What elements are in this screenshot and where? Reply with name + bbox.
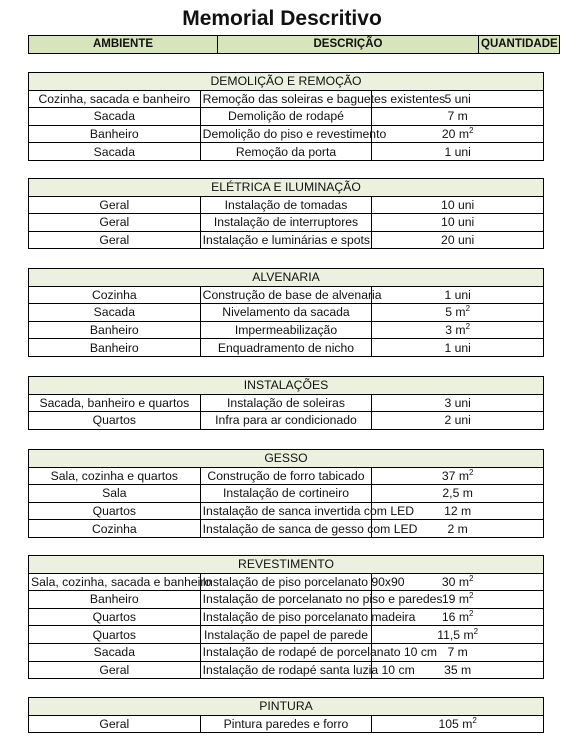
descricao-cell: Instalação de papel de parede <box>200 626 372 644</box>
ambiente-cell: Geral <box>29 661 201 679</box>
document-title: Memorial Descritivo <box>182 7 382 30</box>
quantidade-cell <box>372 108 544 126</box>
descricao-cell: Instalação de rodapé de porcelanato 10 cm <box>200 643 372 661</box>
descricao-cell: Instalação de piso porcelanato madeira <box>200 608 372 626</box>
descricao-cell: Demolição de rodapé <box>200 108 372 126</box>
ambiente-cell: Cozinha <box>29 520 201 538</box>
quantidade-value: 2 uni <box>444 413 471 428</box>
descricao-cell: Demolição do piso e revestimento <box>200 125 372 143</box>
table-row <box>29 231 544 249</box>
descricao-cell: Instalação de cortineiro <box>200 485 372 503</box>
descricao-cell: Impermeabilização <box>200 321 372 339</box>
section-title: INSTALAÇÕES <box>29 377 544 395</box>
section-title: ALVENARIA <box>29 269 544 287</box>
quantidade-cell <box>372 485 544 503</box>
ambiente-cell: Sala, cozinha e quartos <box>29 467 201 485</box>
descricao-cell: Remoção da porta <box>200 143 372 161</box>
header-quantidade: QUANTIDADE <box>479 36 560 54</box>
table-row <box>29 214 544 232</box>
ambiente-cell: Banheiro <box>29 125 201 143</box>
descricao-cell: Instalação de soleiras <box>200 394 372 412</box>
section-header-row <box>29 73 544 91</box>
descricao-cell: Enquadramento de nicho <box>200 339 372 357</box>
descricao-cell: Instalação de porcelanato no piso e paredes <box>200 591 372 609</box>
ambiente-cell: Sacada, banheiro e quartos <box>29 394 201 412</box>
descricao-cell: Nivelamento da sacada <box>200 304 372 322</box>
table-row <box>29 715 544 733</box>
ambiente-cell: Cozinha, sacada e banheiro <box>29 90 201 108</box>
descricao-cell: Infra para ar condicionado <box>200 412 372 430</box>
ambiente-cell: Banheiro <box>29 591 201 609</box>
quantidade-value: 3 uni <box>444 395 471 410</box>
section-table <box>28 72 544 161</box>
section-table <box>28 449 544 538</box>
section-header-row <box>29 698 544 716</box>
ambiente-cell: Quartos <box>29 626 201 644</box>
quantidade-value: 16 m <box>441 610 469 625</box>
quantidade-cell <box>372 339 544 357</box>
descricao-cell: Instalação e luminárias e spots <box>200 231 372 249</box>
ambiente-cell: Sacada <box>29 643 201 661</box>
descricao-cell: Construção de forro tabicado <box>200 467 372 485</box>
table-row <box>29 304 544 322</box>
table-row <box>29 412 544 430</box>
table-row <box>29 196 544 214</box>
descricao-cell: Instalação de piso porcelanato 90x90 <box>200 573 372 591</box>
quantidade-value: 20 uni <box>441 233 475 248</box>
quantidade-value: 5 m <box>445 305 466 320</box>
ambiente-cell: Quartos <box>29 412 201 430</box>
header-ambiente: AMBIENTE <box>29 36 218 54</box>
quantidade-cell <box>372 321 544 339</box>
unit-exponent: 2 <box>468 467 474 477</box>
table-row <box>29 467 544 485</box>
quantidade-value: 105 m <box>438 716 473 731</box>
quantidade-value: 2 m <box>447 521 468 536</box>
table-row <box>29 485 544 503</box>
descricao-cell: Instalação de sanca de gesso com LED <box>200 520 372 538</box>
descricao-cell: Instalação de tomadas <box>200 196 372 214</box>
descricao-cell: Instalação de rodapé santa luzia 10 cm <box>200 661 372 679</box>
table-row <box>29 321 544 339</box>
unit-exponent: 2 <box>468 126 474 136</box>
section-header-row <box>29 377 544 395</box>
table-row <box>29 573 544 591</box>
unit-exponent: 2 <box>465 304 471 314</box>
quantidade-cell <box>372 231 544 249</box>
ambiente-cell: Cozinha <box>29 286 201 304</box>
unit-exponent: 2 <box>465 322 471 332</box>
table-row <box>29 520 544 538</box>
ambiente-cell: Geral <box>29 715 201 733</box>
section-title: REVESTIMENTO <box>29 556 544 574</box>
table-row <box>29 643 544 661</box>
ambiente-cell: Banheiro <box>29 339 201 357</box>
table-row <box>29 608 544 626</box>
quantidade-cell <box>372 626 544 644</box>
section-table <box>28 376 544 430</box>
section-header-row <box>29 556 544 574</box>
quantidade-cell <box>372 286 544 304</box>
quantidade-cell <box>372 412 544 430</box>
section-title: DEMOLIÇÃO E REMOÇÃO <box>29 73 544 91</box>
quantidade-value: 7 m <box>447 109 468 124</box>
descricao-cell: Remoção das soleiras e baguetes existentes <box>200 90 372 108</box>
quantidade-value: 1 uni <box>444 144 471 159</box>
section-title: GESSO <box>29 450 544 468</box>
quantidade-value: 2,5 m <box>442 486 473 501</box>
quantidade-value: 37 m <box>441 468 469 483</box>
quantidade-cell <box>372 304 544 322</box>
quantidade-cell <box>372 196 544 214</box>
quantidade-value: 10 uni <box>441 215 475 230</box>
ambiente-cell: Sala, cozinha, sacada e banheiro <box>29 573 201 591</box>
ambiente-cell: Geral <box>29 214 201 232</box>
ambiente-cell: Banheiro <box>29 321 201 339</box>
quantidade-cell <box>372 143 544 161</box>
unit-exponent: 2 <box>468 573 474 583</box>
unit-exponent: 2 <box>473 626 479 636</box>
section-table <box>28 178 544 249</box>
section-table <box>28 697 544 733</box>
unit-exponent: 2 <box>468 609 474 619</box>
descricao-cell: Instalação de interruptores <box>200 214 372 232</box>
table-row <box>29 339 544 357</box>
ambiente-cell: Geral <box>29 196 201 214</box>
unit-exponent: 2 <box>472 715 477 725</box>
table-row <box>29 143 544 161</box>
quantidade-value: 35 m <box>444 662 472 677</box>
quantidade-value: 7 m <box>447 645 468 660</box>
table-row <box>29 661 544 679</box>
section-header-row <box>29 450 544 468</box>
quantidade-value: 30 m <box>441 574 469 589</box>
table-row <box>29 591 544 609</box>
quantidade-value: 19 m <box>441 592 469 607</box>
ambiente-cell: Sacada <box>29 143 201 161</box>
table-row <box>29 108 544 126</box>
descricao-cell: Pintura paredes e forro <box>200 715 372 733</box>
descricao-cell: Instalação de sanca invertida com LED <box>200 502 372 520</box>
quantidade-value: 10 uni <box>441 197 475 212</box>
header-table <box>28 35 560 54</box>
table-row <box>29 626 544 644</box>
quantidade-cell <box>372 125 544 143</box>
quantidade-value: 5 uni <box>444 91 471 106</box>
quantidade-cell <box>372 467 544 485</box>
quantidade-value: 20 m <box>441 127 469 142</box>
ambiente-cell: Sala <box>29 485 201 503</box>
table-row <box>29 394 544 412</box>
ambiente-cell: Quartos <box>29 608 201 626</box>
quantidade-value: 3 m <box>445 323 466 338</box>
quantidade-value: 1 uni <box>444 287 471 302</box>
quantidade-cell <box>372 214 544 232</box>
unit-exponent: 2 <box>468 591 474 601</box>
quantidade-value: 1 uni <box>444 340 471 355</box>
header-descricao: DESCRIÇÃO <box>218 36 479 54</box>
section-table <box>28 268 544 357</box>
quantidade-value: 12 m <box>444 504 472 519</box>
descricao-cell: Construção de base de alvenaria <box>200 286 372 304</box>
section-title: ELÉTRICA E ILUMINAÇÃO <box>29 179 544 197</box>
section-table <box>28 555 544 679</box>
table-row <box>29 286 544 304</box>
ambiente-cell: Quartos <box>29 502 201 520</box>
quantidade-value: 11,5 m <box>437 627 474 642</box>
ambiente-cell: Sacada <box>29 304 201 322</box>
table-row <box>29 502 544 520</box>
table-row <box>29 125 544 143</box>
table-row <box>29 90 544 108</box>
ambiente-cell: Sacada <box>29 108 201 126</box>
section-header-row <box>29 179 544 197</box>
section-title: PINTURA <box>29 698 544 716</box>
ambiente-cell: Geral <box>29 231 201 249</box>
header-row <box>29 36 560 54</box>
quantidade-cell <box>372 715 544 733</box>
quantidade-cell <box>372 394 544 412</box>
section-header-row <box>29 269 544 287</box>
